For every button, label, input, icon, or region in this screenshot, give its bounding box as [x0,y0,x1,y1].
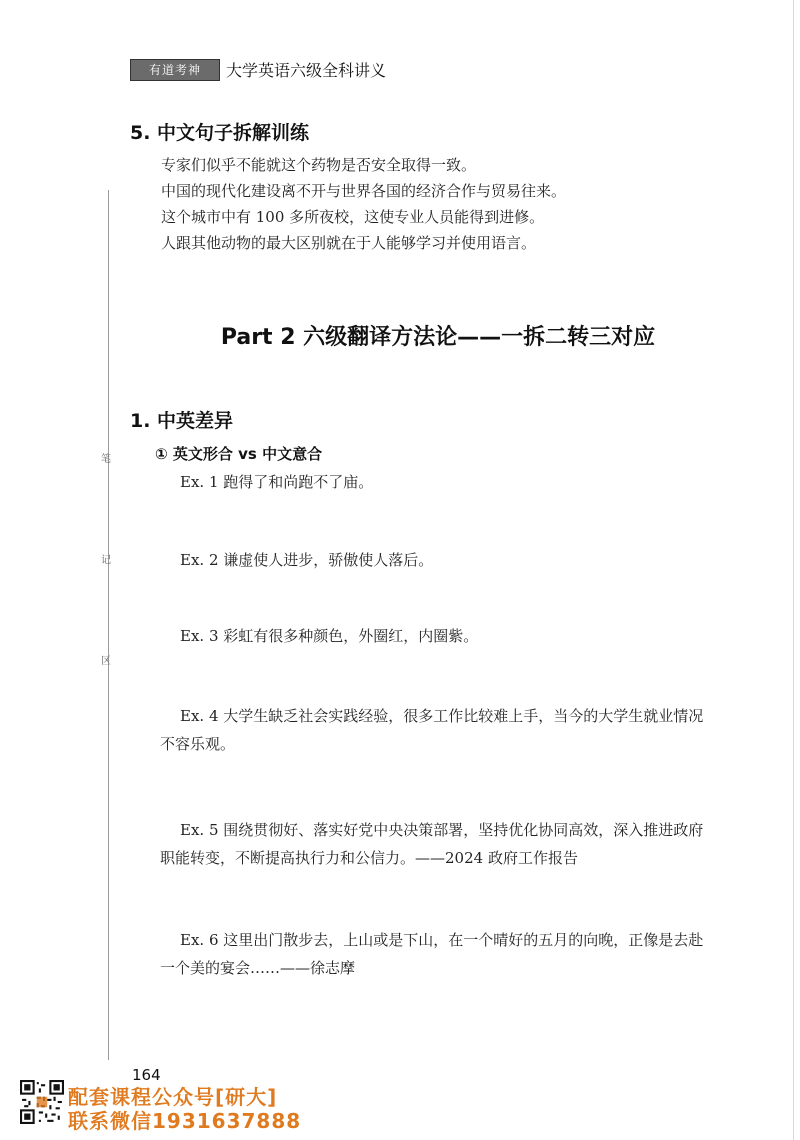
sentence: 专家们似乎不能就这个药物是否安全取得一致。 [161,156,477,174]
sentence: 这个城市中有 100 多所夜校，这使专业人员能得到进修。 [161,208,545,226]
page-number: 164 [132,1066,161,1084]
example-line-continued: 不容乐观。 [160,735,236,753]
watermark-line-1: 配套课程公众号[研大] [68,1085,278,1109]
example-line: Ex. 4 大学生缺乏社会实践经验，很多工作比较难上手，当今的大学生就业情况 [180,707,704,725]
example-1 [180,468,373,496]
example-3 [180,622,478,650]
header-title: 大学英语六级全科讲义 [226,61,387,80]
example-line-continued: 职能转变，不断提高执行力和公信力。——2024 政府工作报告 [160,849,578,867]
example-line: Ex. 1 跑得了和尚跑不了庙。 [180,473,374,491]
example-line: Ex. 6 这里出门散步去，上山或是下山，在一个晴好的五月的向晚，正像是去赴 [180,931,704,949]
sentence: 人跟其他动物的最大区别就在于人能够学习并使用语言。 [161,234,537,252]
section-5-heading: 5. 中文句子拆解训练 [130,122,310,144]
example-line: Ex. 2 谦虚使人进步，骄傲使人落后。 [180,551,434,569]
page-header [130,58,386,81]
example-2 [180,546,433,574]
logo: 有道考神 [130,59,220,81]
subheading: ① 英文形合 vs 中文意合 [155,445,323,463]
part-title: Part 2 六级翻译方法论——一拆二转三对应 [220,325,656,350]
margin-label-2: 记 [101,555,111,566]
margin-rule [108,190,109,1060]
section-5-sentences [161,152,566,256]
margin-label-3: 区 [101,656,111,667]
example-4 [160,702,760,758]
section-1-heading: 1. 中英差异 [130,410,234,432]
margin-label-1: 笔 [101,454,111,465]
scan-edge-line [793,0,794,1140]
example-5 [160,816,760,872]
example-line-continued: 一个美的宴会……——徐志摩 [160,959,356,977]
qr-code-icon [20,1080,64,1124]
sentence: 中国的现代化建设离不开与世界各国的经济合作与贸易往来。 [161,182,567,200]
example-line: Ex. 3 彩虹有很多种颜色，外圈红，内圈紫。 [180,627,479,645]
watermark-line-2: 联系微信1931637888 [68,1109,302,1133]
example-line: Ex. 5 围绕贯彻好、落实好党中央决策部署，坚持优化协同高效，深入推进政府 [180,821,704,839]
example-6 [160,926,760,982]
